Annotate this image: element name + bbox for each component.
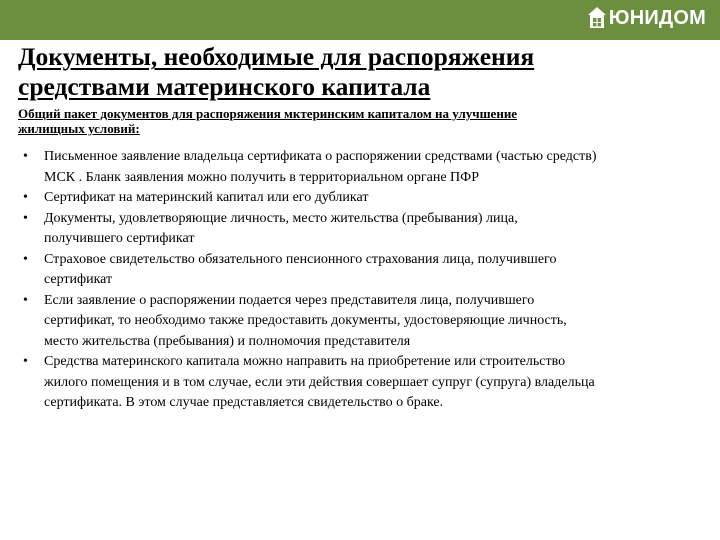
page-title: [18, 42, 658, 102]
bullet: •: [23, 190, 28, 205]
item-line: место жительства (пребывания) и полномочия представителя: [44, 333, 411, 349]
header-bar: [0, 0, 720, 40]
list-item: [18, 352, 702, 414]
item-line: Сертификат на материнский капитал или его дубликат: [44, 190, 369, 205]
list-item: [18, 250, 702, 291]
intro-line: жилищных условий:: [18, 121, 140, 136]
list-item: [18, 209, 702, 250]
item-line: Документы, удовлетворяющие личность, место жительства (пребывания) лица,: [44, 210, 518, 226]
item-line: сертификата. В этом случае представляется свидетельство о браке.: [44, 395, 444, 410]
list-item: [18, 291, 702, 353]
item-line: Если заявление о распоряжении подается через представителя лица, получившего: [44, 292, 535, 308]
bullet: •: [23, 149, 28, 164]
list-item: [18, 147, 702, 188]
item-line: сертификат: [44, 272, 113, 287]
item-line: жилого помещения и в том случае, если эти действия совершает супруг (супруга) владельца: [44, 374, 595, 390]
brand-logo: [587, 6, 706, 30]
bullet: •: [23, 210, 28, 226]
item-line: Страховое свидетельство обязательного пенсионного страхования лица, получившего: [44, 251, 557, 267]
intro-line: Общий пакет документов для распоряжения мктеринским капиталом на улучшение: [18, 106, 518, 121]
bullet: •: [23, 251, 28, 267]
item-line: сертификат, то необходимо также предоставить документы, удостоверяющие личность,: [44, 313, 567, 328]
bullet: •: [23, 292, 28, 308]
item-line: получившего сертификат: [44, 231, 195, 246]
item-line: Письменное заявление владельца сертификата о распоряжении средствами (частью средств): [44, 149, 597, 164]
logo-text: ЮНИДОМ: [608, 6, 706, 29]
item-line: МСК . Бланк заявления можно получить в территориальном органе ПФР: [44, 169, 479, 185]
item-line: Средства материнского капитала можно направить на приобретение или строительство: [44, 354, 566, 369]
title-line: средствами материнского капитала: [18, 72, 431, 101]
intro-heading: [18, 106, 698, 136]
document-list: [18, 147, 702, 414]
title-line: Документы, необходимые для распоряжения: [18, 42, 535, 71]
bullet: •: [23, 354, 28, 369]
house-icon: [587, 6, 607, 30]
list-item: [18, 188, 702, 209]
